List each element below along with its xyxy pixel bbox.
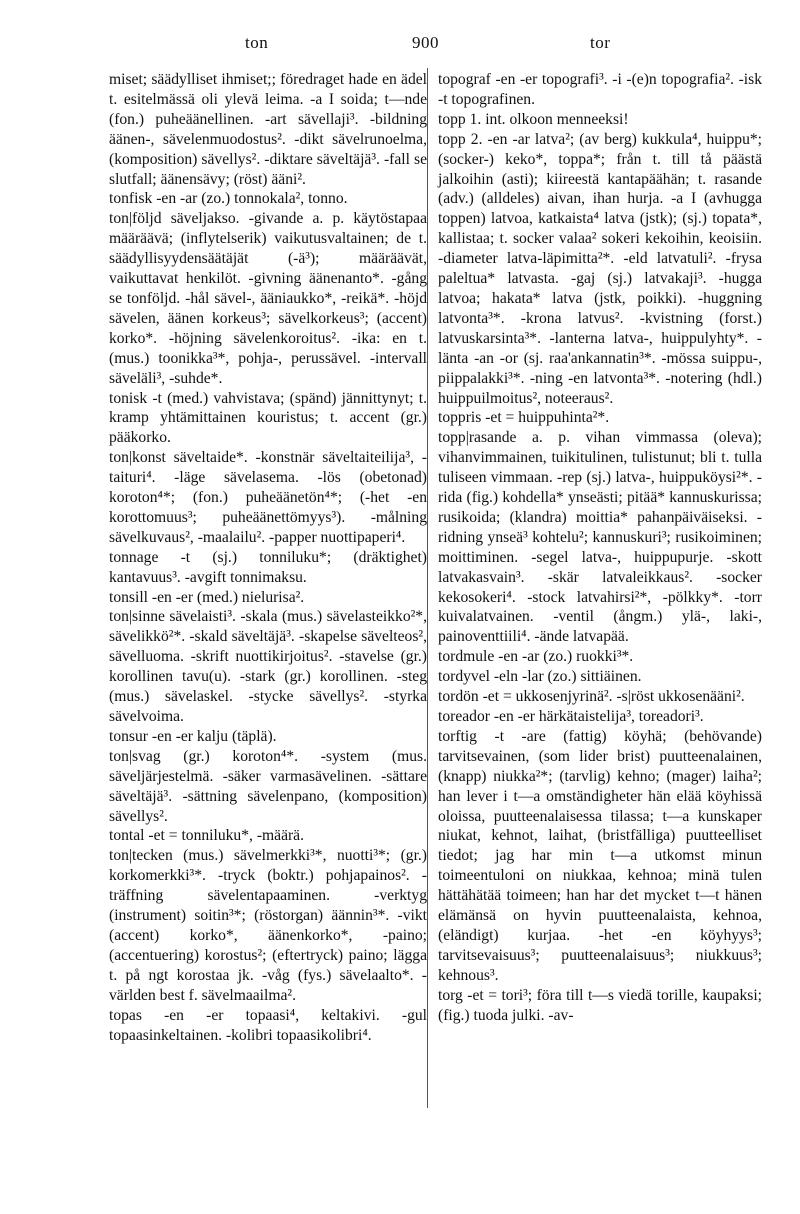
dictionary-entry: tonfisk -en -ar (zo.) tonnokala², tonno.: [109, 190, 348, 208]
right-column: [438, 70, 762, 1026]
left-column: [109, 70, 427, 1045]
dictionary-entry: topograf -en -er topografi³. -i -(e)n topografia². -isk -t topografinen.: [438, 71, 762, 108]
dictionary-entry: topp 2. -en -ar latva²; (av berg) kukkula⁴, huippu*; (socker-) keko*, toppa*; från t. till tå päästä jalkoihin (asti); kiireestä kantapäähän; t. rasande (adv.) (alldeles) aivan, ihan hurja. -a I (avhugga toppen) latvoa, katkaista⁴ latva (jstk); (sj.) topata*, kallistaa; t. socker valaa² sokeri kekoihin, keoisiin. -diameter latva-läpimitta²*. -eld latvatuli². -frysa paleltua* latvasta. -gaj (sj.) latvakaji³. -hugga latvoa; hakata* latva (jstk, poikki). -huggning latvonta³*. -krona latvus². -kvistning (forst.) latvuskarsinta³*. -lanterna latva-, huippulyhty*. -länta -an -or (sj. raa'ankannatin³*. -mössa suippu-, piippalakki³*. -ning -en latvonta³*. -notering (hdl.) huippuilmoitus², noteeraus².: [438, 130, 762, 407]
column-divider: [427, 68, 428, 1108]
dictionary-entry: tonnage -t (sj.) tonniluku*; (dräktighet) kantavuus³. -avgift tonnimaksu.: [109, 548, 427, 586]
dictionary-entry: tontal -et = tonniluku*, -määrä.: [109, 827, 304, 845]
dictionary-entry: ton|svag (gr.) koroton⁴*. -system (mus. säveljärjestelmä. -säker varmasävelinen. -sättare säveltäjä³. -sättning sävelenpano, (komposition) sävellys².: [109, 747, 427, 825]
dictionary-entry: ton|konst säveltaide*. -konstnär säveltaiteilija³, -taituri⁴. -läge sävelasema. -lös (obetonad) koroton⁴*; (fon.) puheäänetön⁴*; (-het -en korottomuus³; puheäänettömyys³). -målning sävelkuvaus², -maalailu². -papper nuottipaperi⁴.: [109, 449, 427, 546]
dictionary-entry: tordön -et = ukkosenjyrinä². -s|röst ukkosenääni².: [438, 688, 745, 706]
dictionary-entry: tonsur -en -er kalju (täplä).: [109, 727, 277, 745]
header-left-guide-word: ton: [245, 33, 269, 52]
dictionary-entry: ton|tecken (mus.) sävelmerkki³*, nuotti³*; (gr.) korkomerkki³*. -tryck (boktr.) pohjapainos². -träffning sävelentapaaminen. -verktyg (instrument) soitin³*; (röstorgan) äännin³*. -vikt (accent) korko*, äänenkorko*, -paino; (accentuering) korostus²; (eftertryck) paino; lägga t. på ngt korostaa jk. -våg (fys.) sävelaalto*. -världen best f. sävelmaailma².: [109, 847, 427, 1004]
dictionary-entry: topp|rasande a. p. vihan vimmassa (oleva); vihanvimmainen, tuikitulinen, tulistunut; bli t. tulla tuliseen vimmaan. -rep (sj.) latva-, huippuköysi²*. -rida (fig.) kohdella* ynseästi; pitää* kannuskurissa; rusikoida; (klandra) moittia* pahanpäiväiseksi. -ridning ynseä³ kohtelu²; kannuskuri³; rusikoiminen; moittiminen. -segel latva-, huippupurje. -skott latvakasvain³. -skär latvaleikkaus². -socker kekosokeri⁴. -stock latvahirsi²*, -pölkky*. -torr kuivalatvainen. -ventil (ångm.) ylä-, laki-, painoventtiili⁴. -ände latvapää.: [438, 429, 762, 646]
dictionary-entry: topp 1. int. olkoon menneeksi!: [438, 110, 629, 128]
dictionary-entry: miset; säädylliset ihmiset;; föredraget hade en ädel t. esitelmässä oli ylevä leima. -a I soida; t—nde (fon.) puheäänellinen. -art sävellaji³. -bildning äänen-, sävelenmuodostus². -dikt sävelrunoelma, (komposition) sävellys². -diktare säveltäjä³. -fall se slutfall; äänensävy; (röst) ääni².: [109, 71, 427, 188]
dictionary-entry: torftig -t -are (fattig) köyhä; (behövande) tarvitsevainen, (som lider brist) puutteenalainen, (knapp) niukka²*; (tarvlig) kehno; (mager) laiha²; han lever i t—a omständigheter hän elää köyhissä oloissa, puutteenalaisessa tilassa; t—a kunskaper niukat, kehnot, laihat, (bristfälliga) puutteelliset tiedot; jag har min t—a utkomst minun toimeentuloni on niukkaa, kehnoa; minä tulen hättähätää toimeen; han har det mycket t—t hänen elämänsä on hyvin puutteenalaista, kehnoa, (eländigt) kurjaa. -het -en köyhyys³; tarvitsevaisuus³; puutteenalaisuus³; niukkuus³; kehnous³.: [438, 727, 762, 984]
dictionary-entry: toppris -et = huippuhinta²*.: [438, 409, 610, 427]
dictionary-entry: toreador -en -er härkätaistelija³, toreadori³.: [438, 708, 704, 725]
dictionary-entry: ton|sinne sävelaisti³. -skala (mus.) sävelasteikko²*, sävelikkö²*. -skald säveltäjä³. -skapelse sävelteos², sävelluoma. -skrift nuottikirjoitus². -stavelse (gr.) korollinen tavu(u). -stark (gr.) korollinen. -steg (mus.) sävelaskel. -stycke sävellys². -styrka sävelvoima.: [109, 608, 427, 725]
dictionary-entry: tonisk -t (med.) vahvistava; (spänd) jännittynyt; t. kramp yhtämittainen kouristus; t. accent (gr.) pääkorko.: [109, 389, 427, 447]
dictionary-entry: topas -en -er topaasi⁴, keltakivi. -gul topaasinkeltainen. -kolibri topaasikolibri⁴.: [109, 1006, 427, 1044]
dictionary-entry: tordyvel -eln -lar (zo.) sittiäinen.: [438, 668, 642, 686]
header-right-guide-word: tor: [590, 33, 611, 52]
dictionary-entry: ton|följd säveljakso. -givande a. p. käytöstapaa määräävä; (inflytelserik) vaikutusvaltainen; de t. säädyllisyydensäätäjät (-ä³); määräävät, vaikuttavat henkilöt. -givning äänenanto*. -gång se tonföljd. -hål sävel-, ääniaukko*, -reikä*. -höjd sävelen, äänen korkeus³; sävelkorkeus³; (accent) korko*. -höjning sävelenkoroitus². -ika: en t. (mus.) toonikka³*, pohja-, perussävel. -intervall säveläli³, -suhde*.: [109, 210, 427, 387]
dictionary-entry: tordmule -en -ar (zo.) ruokki³*.: [438, 648, 634, 666]
dictionary-entry: torg -et = tori³; föra till t—s viedä torille, kaupaksi; (fig.) tuoda julki. -av-: [438, 986, 762, 1024]
dictionary-entry: tonsill -en -er (med.) nielurisa².: [109, 588, 305, 606]
page-number: 900: [412, 33, 439, 52]
